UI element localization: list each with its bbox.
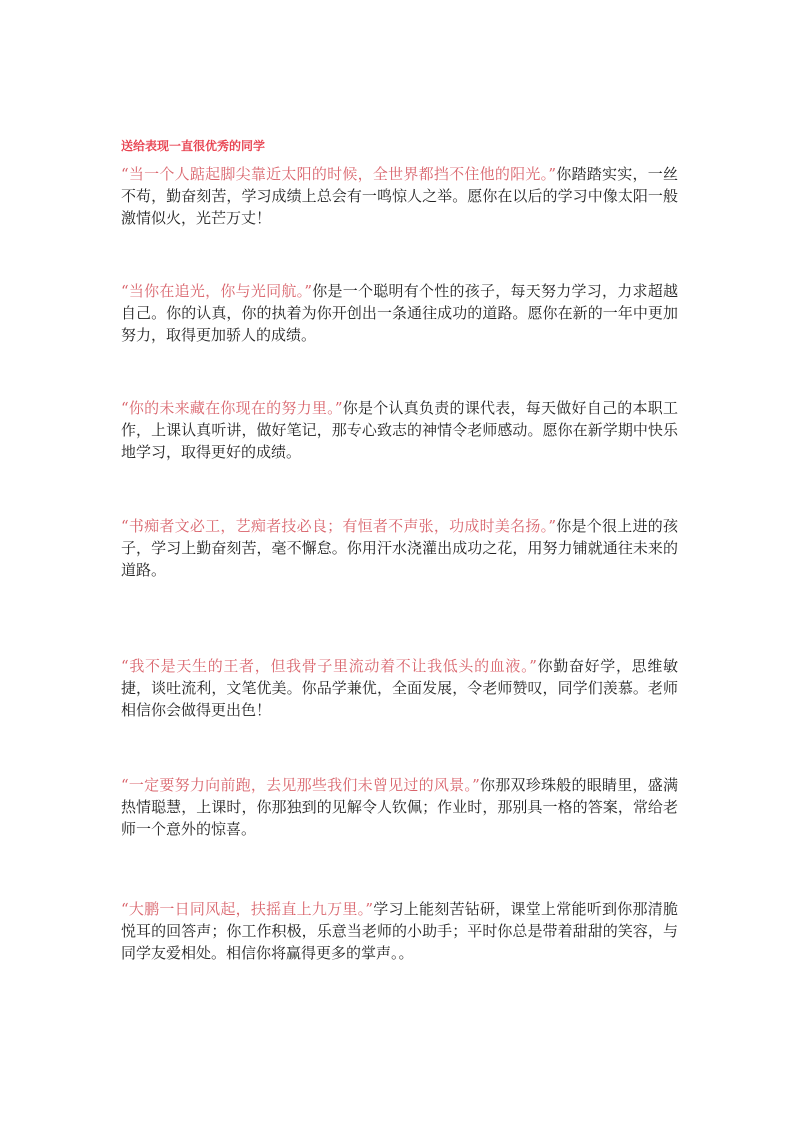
comment-paragraph xyxy=(121,280,678,346)
comment-paragraph xyxy=(121,655,678,721)
comment-body: 你是一个聪明有个性的孩子，每天努力学习，力求超越自己。你的认真，你的执着为你开创出一条通往成功的道路。愿你在新的一年中更加努力，取得更加骄人的成绩。 xyxy=(121,282,678,344)
quote: “大鹏一日同风起，扶摇直上九万里。” xyxy=(121,900,374,918)
comment-body: 你是个认真负责的课代表，每天做好自己的本职工作，上课认真听讲，做好笔记，那专心致志的神情令老师感动。愿你在新学期中快乐地学习，取得更好的成绩。 xyxy=(121,399,678,461)
quote: “一定要努力向前跑，去见那些我们未曾见过的风景。” xyxy=(121,776,480,794)
comment-paragraph xyxy=(121,898,678,964)
quote: “你的未来藏在你现在的努力里。” xyxy=(121,399,343,417)
comment-body: 你是个很上进的孩子，学习上勤奋刻苦，毫不懈怠。你用汗水浇灌出成功之花，用努力铺就通往未来的道路。 xyxy=(121,517,678,579)
comment-body: 你勤奋好学，思维敏捷，谈吐流利，文笔优美。你品学兼优，全面发展，令老师赞叹，同学们羡慕。老师相信你会做得更出色！ xyxy=(121,657,678,719)
comment-body: 你踏踏实实，一丝不苟，勤奋刻苦，学习成绩上总会有一鸣惊人之举。愿你在以后的学习中像太阳一般激情似火，光芒万丈！ xyxy=(121,165,678,227)
quote: “当一个人踮起脚尖靠近太阳的时候，全世界都挡不住他的阳光。” xyxy=(121,165,557,183)
comment-body: 学习上能刻苦钻研，课堂上常能听到你那清脆悦耳的回答声；你工作积极，乐意当老师的小助手；平时你总是带着甜甜的笑容，与同学友爱相处。相信你将赢得更多的掌声。。 xyxy=(121,900,678,962)
comment-paragraph xyxy=(121,515,678,581)
comment-paragraph xyxy=(121,774,678,840)
quote: “我不是天生的王者，但我骨子里流动着不让我低头的血液。” xyxy=(121,657,537,675)
quote: “书痴者文必工，艺痴者技必良；有恒者不声张，功成时美名扬。” xyxy=(121,517,557,535)
quote: “当你在追光，你与光同航。” xyxy=(121,282,313,300)
comment-paragraph xyxy=(121,397,678,463)
comment-paragraph xyxy=(121,163,678,229)
document-title: 送给表现一直很优秀的同学 xyxy=(121,139,266,153)
comment-body: 你那双珍珠般的眼睛里，盛满热情聪慧，上课时，你那独到的见解令人钦佩；作业时，那别具一格的答案，常给老师一个意外的惊喜。 xyxy=(121,776,678,838)
